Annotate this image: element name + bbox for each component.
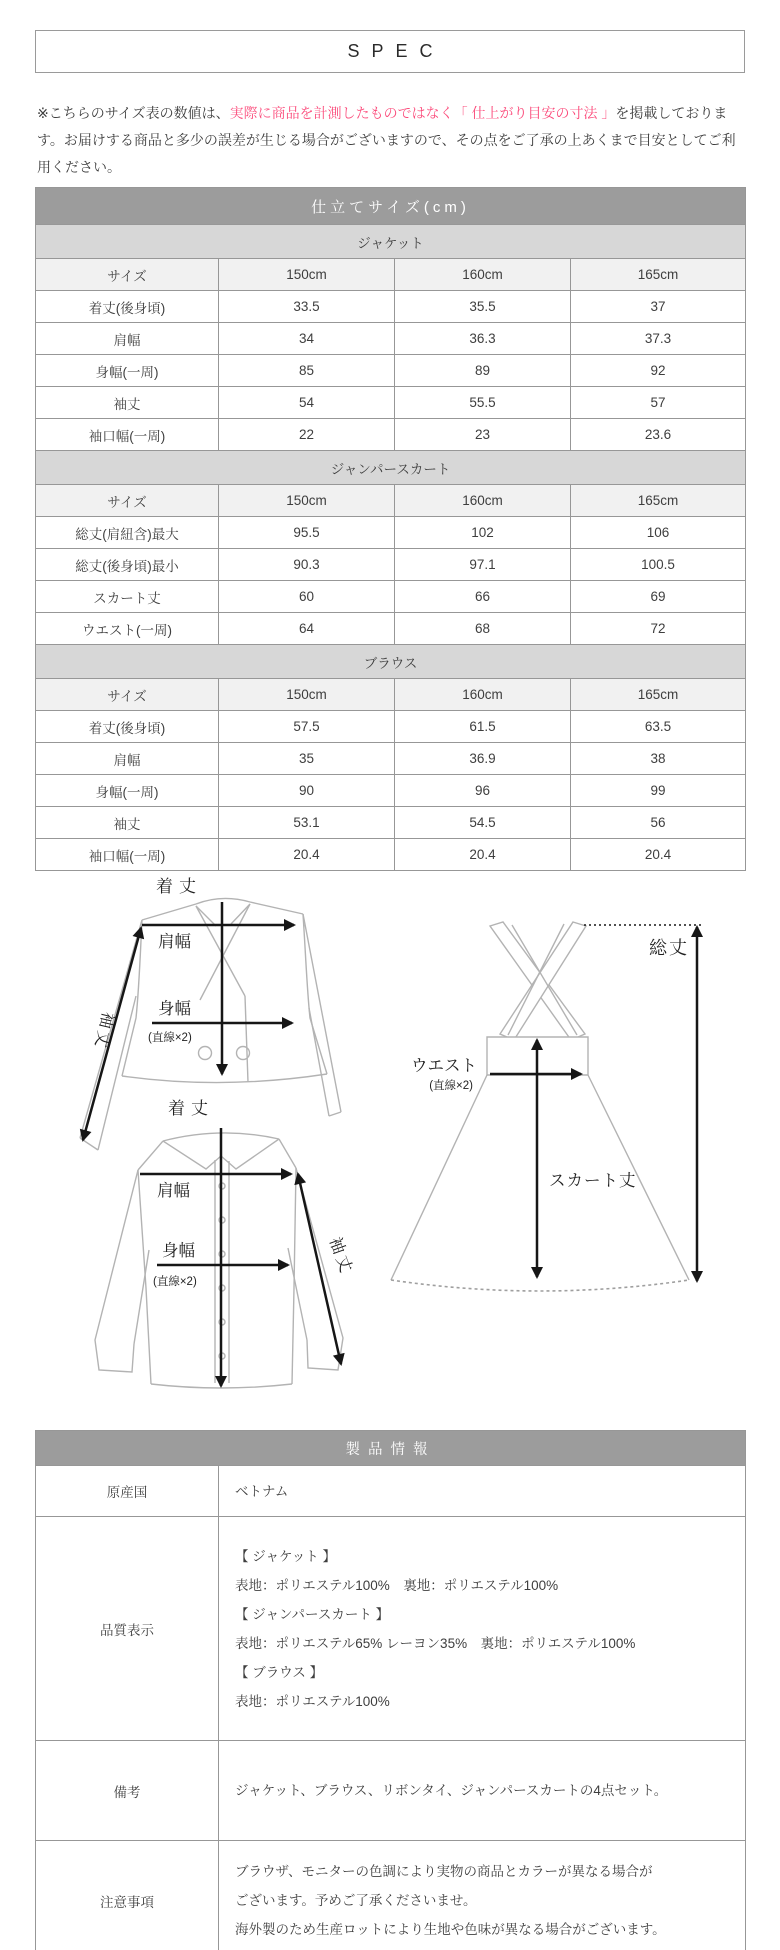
table-row bbox=[36, 1841, 746, 1950]
size-value: 85 bbox=[219, 355, 395, 387]
row-label: 肩幅 bbox=[36, 323, 219, 355]
disclaimer-post: を掲載しております。お届けする商品と多少の誤差が生じる場合がございますので、その点をご了承の上あくまで目安としてご利用ください。 bbox=[37, 105, 736, 175]
quality-line: 【 ブラウス 】 bbox=[235, 1664, 324, 1680]
product-info-header-row bbox=[36, 1431, 746, 1466]
caution-line: ございます。予めご了承くださいませ。 bbox=[235, 1893, 477, 1908]
disclaimer-pre: ※こちらのサイズ表の数値は、 bbox=[37, 105, 230, 121]
size-value: 20.4 bbox=[571, 839, 746, 871]
table-row bbox=[36, 419, 746, 451]
blouse-diagram bbox=[95, 1099, 357, 1388]
product-info-table bbox=[35, 1430, 746, 1950]
size-value: 68 bbox=[395, 613, 571, 645]
caution-value bbox=[219, 1841, 746, 1950]
row-label: 肩幅 bbox=[36, 743, 219, 775]
blouse-shoulder-label: 肩幅 bbox=[157, 1182, 190, 1200]
skirt-waist-label: ウエスト bbox=[411, 1057, 477, 1075]
quality-line: 【 ジャンパースカート 】 bbox=[235, 1606, 390, 1622]
quality-line: 表地：ポリエステル65% レーヨン35% 裏地：ポリエステル100% bbox=[235, 1635, 636, 1651]
table-row bbox=[36, 1741, 746, 1841]
row-label: 品質表示 bbox=[36, 1517, 219, 1741]
table-row bbox=[36, 485, 746, 517]
blouse-length-label: 着丈 bbox=[168, 1099, 214, 1118]
size-value: 55.5 bbox=[395, 387, 571, 419]
size-value: 20.4 bbox=[219, 839, 395, 871]
section-title: ブラウス bbox=[36, 645, 746, 679]
row-label: 身幅(一周) bbox=[36, 355, 219, 387]
jacket-sleeve-label: 袖丈 bbox=[90, 1010, 118, 1053]
size-table-title: 仕立てサイズ(cm) bbox=[36, 188, 746, 225]
table-row bbox=[36, 1466, 746, 1517]
caution-line: 海外製のため生産ロットにより生地や色味が異なる場合がございます。 bbox=[235, 1922, 666, 1937]
blouse-width-label: 身幅 bbox=[162, 1242, 195, 1260]
note-value: ジャケット、ブラウス、リボンタイ、ジャンパースカートの4点セット。 bbox=[219, 1741, 746, 1841]
row-label: 総丈(後身頃)最小 bbox=[36, 549, 219, 581]
skirt-length-label: スカート丈 bbox=[549, 1172, 637, 1190]
size-column: 150cm bbox=[219, 485, 395, 517]
table-row bbox=[36, 355, 746, 387]
row-label: スカート丈 bbox=[36, 581, 219, 613]
size-column: 165cm bbox=[571, 485, 746, 517]
size-value: 95.5 bbox=[219, 517, 395, 549]
size-value: 96 bbox=[395, 775, 571, 807]
quality-line: 【 ジャケット 】 bbox=[235, 1548, 337, 1564]
size-value: 22 bbox=[219, 419, 395, 451]
skirt-waist-note: (直線×2) bbox=[429, 1080, 473, 1092]
size-value: 37 bbox=[571, 291, 746, 323]
jacket-width-label: 身幅 bbox=[158, 1000, 191, 1018]
row-label: 着丈(後身頃) bbox=[36, 711, 219, 743]
size-value: 100.5 bbox=[571, 549, 746, 581]
size-value: 54.5 bbox=[395, 807, 571, 839]
row-label: 備考 bbox=[36, 1741, 219, 1841]
size-value: 66 bbox=[395, 581, 571, 613]
size-value: 90 bbox=[219, 775, 395, 807]
blouse-outline bbox=[95, 1133, 343, 1388]
table-row bbox=[36, 775, 746, 807]
table-row bbox=[36, 839, 746, 871]
size-value: 99 bbox=[571, 775, 746, 807]
jacket-width-note: (直線×2) bbox=[148, 1032, 192, 1044]
row-label: 袖丈 bbox=[36, 807, 219, 839]
row-label: 着丈(後身頃) bbox=[36, 291, 219, 323]
size-value: 37.3 bbox=[571, 323, 746, 355]
table-row bbox=[36, 1517, 746, 1741]
table-row bbox=[36, 517, 746, 549]
size-value: 23 bbox=[395, 419, 571, 451]
table-row bbox=[36, 291, 746, 323]
table-row bbox=[36, 711, 746, 743]
skirt-total-length-label: 総丈 bbox=[649, 938, 689, 958]
blouse-sleeve-label: 袖丈 bbox=[325, 1234, 356, 1278]
table-row bbox=[36, 581, 746, 613]
table-row bbox=[36, 259, 746, 291]
size-value: 53.1 bbox=[219, 807, 395, 839]
row-label: 総丈(肩紐含)最大 bbox=[36, 517, 219, 549]
size-value: 90.3 bbox=[219, 549, 395, 581]
size-value: 72 bbox=[571, 613, 746, 645]
size-value: 102 bbox=[395, 517, 571, 549]
caution-line: ブラウザ、モニターの色調により実物の商品とカラーが異なる場合が bbox=[235, 1864, 653, 1879]
measurement-diagrams bbox=[0, 868, 780, 1430]
size-value: 33.5 bbox=[219, 291, 395, 323]
blouse-width-note: (直線×2) bbox=[153, 1276, 197, 1288]
row-label: サイズ bbox=[36, 259, 219, 291]
size-value: 20.4 bbox=[395, 839, 571, 871]
disclaimer-highlight: 実際に商品を計測したものではなく「 仕上がり目安の寸法 」 bbox=[229, 105, 616, 121]
size-value: 35.5 bbox=[395, 291, 571, 323]
size-value: 97.1 bbox=[395, 549, 571, 581]
section-header-jumper-skirt bbox=[36, 451, 746, 485]
size-value: 35 bbox=[219, 743, 395, 775]
size-spec-table bbox=[35, 187, 746, 871]
table-row bbox=[36, 549, 746, 581]
size-value: 64 bbox=[219, 613, 395, 645]
spec-title-box bbox=[35, 30, 745, 73]
row-label: ウエスト(一周) bbox=[36, 613, 219, 645]
size-value: 54 bbox=[219, 387, 395, 419]
size-value: 36.3 bbox=[395, 323, 571, 355]
size-disclaimer bbox=[37, 100, 749, 181]
size-column: 160cm bbox=[395, 259, 571, 291]
size-value: 23.6 bbox=[571, 419, 746, 451]
table-row bbox=[36, 807, 746, 839]
table-row bbox=[36, 613, 746, 645]
table-row bbox=[36, 387, 746, 419]
quality-line: 表地：ポリエステル100% bbox=[235, 1693, 390, 1709]
row-label: 原産国 bbox=[36, 1466, 219, 1517]
table-row bbox=[36, 323, 746, 355]
size-value: 57 bbox=[571, 387, 746, 419]
size-table-header-row bbox=[36, 188, 746, 225]
quality-value bbox=[219, 1517, 746, 1741]
row-label: 身幅(一周) bbox=[36, 775, 219, 807]
skirt-diagram bbox=[391, 922, 703, 1291]
table-row bbox=[36, 743, 746, 775]
size-column: 165cm bbox=[571, 679, 746, 711]
size-column: 150cm bbox=[219, 679, 395, 711]
jacket-length-label: 着丈 bbox=[156, 877, 202, 896]
page-title: SPEC bbox=[347, 41, 445, 61]
section-title: ジャケット bbox=[36, 225, 746, 259]
origin-value: ベトナム bbox=[219, 1466, 746, 1517]
quality-line: 表地：ポリエステル100% 裏地：ポリエステル100% bbox=[235, 1577, 559, 1593]
size-value: 106 bbox=[571, 517, 746, 549]
section-header-blouse bbox=[36, 645, 746, 679]
size-value: 56 bbox=[571, 807, 746, 839]
size-value: 36.9 bbox=[395, 743, 571, 775]
row-label: 注意事項 bbox=[36, 1841, 219, 1950]
size-value: 69 bbox=[571, 581, 746, 613]
section-title: ジャンパースカート bbox=[36, 451, 746, 485]
row-label: サイズ bbox=[36, 485, 219, 517]
row-label: サイズ bbox=[36, 679, 219, 711]
product-info-title: 製品情報 bbox=[36, 1431, 746, 1466]
size-column: 150cm bbox=[219, 259, 395, 291]
row-label: 袖口幅(一周) bbox=[36, 419, 219, 451]
skirt-measure-arrows bbox=[490, 925, 703, 1281]
size-value: 61.5 bbox=[395, 711, 571, 743]
size-value: 34 bbox=[219, 323, 395, 355]
row-label: 袖口幅(一周) bbox=[36, 839, 219, 871]
size-value: 38 bbox=[571, 743, 746, 775]
size-value: 60 bbox=[219, 581, 395, 613]
size-column: 160cm bbox=[395, 679, 571, 711]
size-value: 89 bbox=[395, 355, 571, 387]
size-value: 57.5 bbox=[219, 711, 395, 743]
size-value: 92 bbox=[571, 355, 746, 387]
skirt-outline bbox=[391, 922, 689, 1291]
size-value: 63.5 bbox=[571, 711, 746, 743]
table-row bbox=[36, 679, 746, 711]
size-column: 165cm bbox=[571, 259, 746, 291]
section-header-jacket bbox=[36, 225, 746, 259]
size-column: 160cm bbox=[395, 485, 571, 517]
row-label: 袖丈 bbox=[36, 387, 219, 419]
jacket-shoulder-label: 肩幅 bbox=[158, 933, 191, 951]
